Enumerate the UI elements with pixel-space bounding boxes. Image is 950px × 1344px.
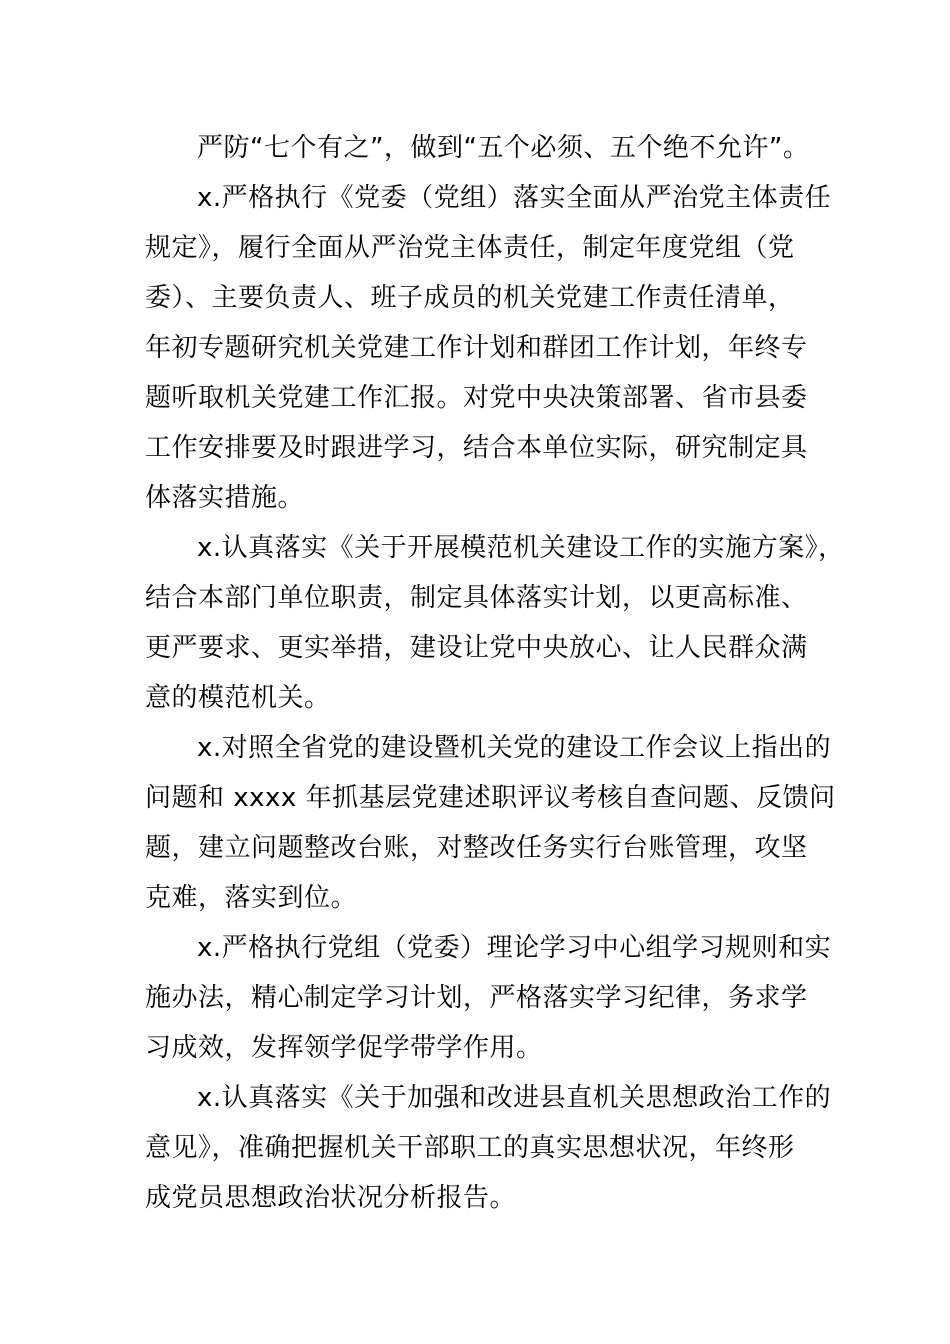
paragraph-line: 问题和 xxxx 年抓基层党建述职评议考核自查问题、反馈问 <box>145 783 836 813</box>
paragraph-line: 习成效，发挥领学促学带学作用。 <box>145 1033 543 1063</box>
paragraph-line: 施办法，精心制定学习计划，严格落实学习纪律，务求学 <box>145 983 808 1013</box>
paragraph-line: x.严格执行党组（党委）理论学习中心组学习规则和实 <box>197 933 832 963</box>
paragraph-line: x.严格执行《党委（党组）落实全面从严治党主体责任 <box>197 183 832 213</box>
paragraph-line: 更严要求、更实举措，建设让党中央放心、让人民群众满 <box>145 633 808 663</box>
paragraph-line: 结合本部门单位职责，制定具体落实计划，以更高标准、 <box>145 583 808 613</box>
paragraph-line: 严防“七个有之”，做到“五个必须、五个绝不允许”。 <box>197 133 810 163</box>
paragraph-line: 体落实措施。 <box>145 483 305 513</box>
paragraph-line: 意见》，准确把握机关干部职工的真实思想状况，年终形 <box>145 1133 795 1163</box>
paragraph-line: x.认真落实《关于加强和改进县直机关思想政治工作的 <box>197 1083 832 1113</box>
paragraph-line: 规定》，履行全面从严治党主体责任，制定年度党组（党 <box>145 233 795 263</box>
paragraph-line: 委）、主要负责人、班子成员的机关党建工作责任清单， <box>145 283 795 313</box>
paragraph-line: 克难，落实到位。 <box>145 883 358 913</box>
paragraph-line: x.对照全省党的建设暨机关党的建设工作会议上指出的 <box>197 733 832 763</box>
paragraph-line: 意的模范机关。 <box>145 683 331 713</box>
paragraph-line: x.认真落实《关于开展模范机关建设工作的实施方案》， <box>197 533 845 563</box>
paragraph-line: 题听取机关党建工作汇报。对党中央决策部署、省市县委 <box>145 383 808 413</box>
paragraph-line: 年初专题研究机关党建工作计划和群团工作计划，年终专 <box>145 333 808 363</box>
paragraph-line: 题，建立问题整改台账，对整改任务实行台账管理，攻坚 <box>145 833 808 863</box>
paragraph-line: 工作安排要及时跟进学习，结合本单位实际，研究制定具 <box>145 433 808 463</box>
paragraph-line: 成党员思想政治状况分析报告。 <box>145 1183 517 1213</box>
